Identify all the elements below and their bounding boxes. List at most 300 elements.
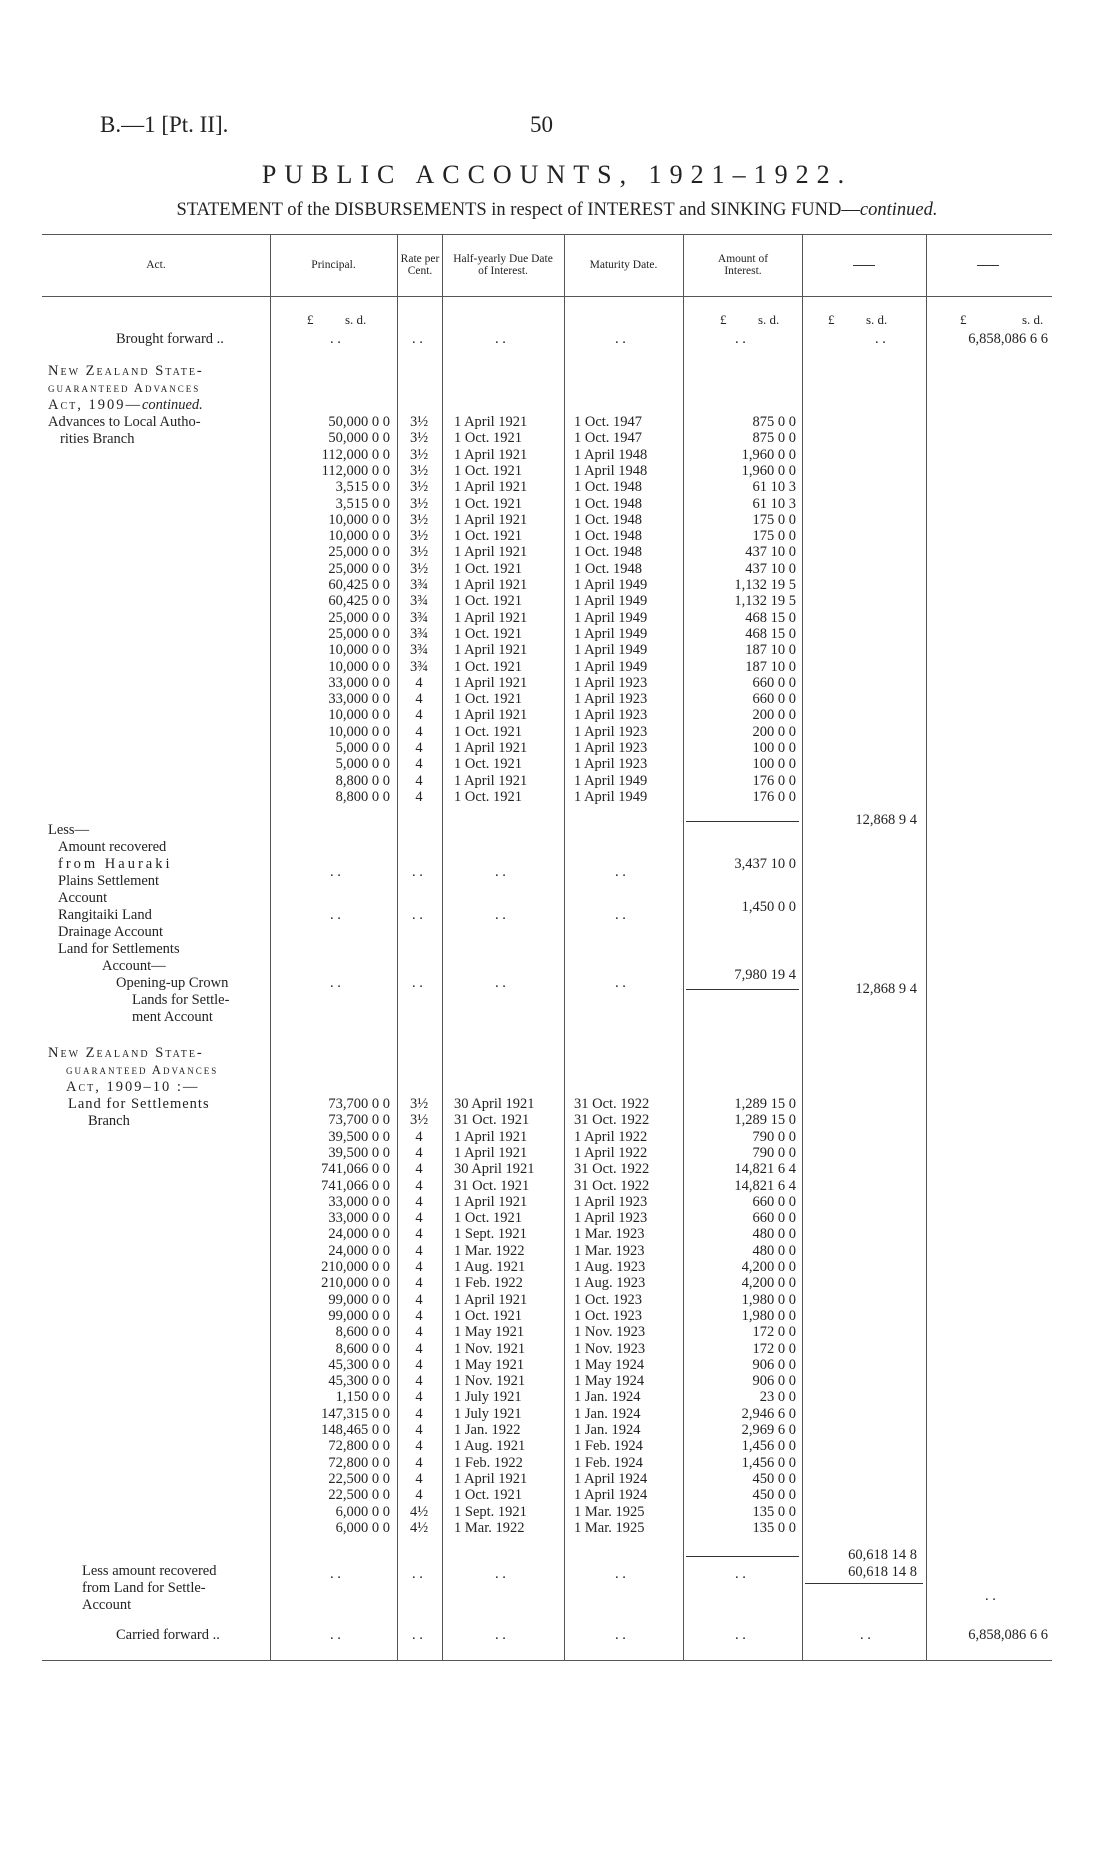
rate-cell: 4 bbox=[415, 1144, 423, 1161]
principal-cell: 10,000 0 0 bbox=[328, 658, 390, 675]
amount-cell: 1,980 0 0 bbox=[741, 1291, 796, 1308]
maturity-cell: 1 Oct. 1947 bbox=[574, 414, 643, 430]
rate-cell: 4 bbox=[415, 1226, 423, 1243]
section1-branch-line1: Advances to Local Autho- bbox=[48, 414, 201, 430]
maturity-cell: 1 April 1948 bbox=[574, 462, 648, 479]
carried-forward-amount: 6,858,086 6 6 bbox=[968, 1627, 1048, 1643]
less-recovered-amount: 60,618 14 8 bbox=[848, 1564, 917, 1580]
col7-sd-label: s. d. bbox=[866, 312, 888, 327]
deduction3-line1: Land for Settlements bbox=[58, 941, 180, 957]
amount-cell: 468 15 0 bbox=[745, 625, 796, 642]
rate-cell: 4 bbox=[415, 1161, 423, 1178]
rate-cell: 4 bbox=[415, 1340, 423, 1357]
due-date-cell: 1 Jan. 1922 bbox=[454, 1422, 521, 1438]
maturity-cell: 1 April 1923 bbox=[574, 1193, 648, 1210]
maturity-cell: 1 Jan. 1924 bbox=[574, 1422, 641, 1438]
due-date-cell: 1 April 1921 bbox=[454, 674, 528, 691]
principal-cell: 73,700 0 0 bbox=[328, 1112, 390, 1129]
amount-cell: 450 0 0 bbox=[752, 1487, 796, 1504]
filler-dots: . . bbox=[412, 1566, 423, 1582]
rate-cell: 3¾ bbox=[409, 609, 429, 626]
section1-act-year: Act, 1909— bbox=[48, 397, 142, 413]
maturity-cell: 1 Oct. 1923 bbox=[574, 1307, 643, 1324]
due-date-cell: 1 April 1921 bbox=[454, 1193, 528, 1210]
amount-cell: 906 0 0 bbox=[752, 1373, 796, 1390]
amount-cell: 14,821 6 4 bbox=[734, 1177, 796, 1194]
filler-dots: . . bbox=[615, 975, 626, 991]
rate-cell: 3½ bbox=[409, 544, 429, 561]
maturity-cell: 1 Nov. 1923 bbox=[574, 1340, 646, 1357]
principal-cell: 25,000 0 0 bbox=[328, 544, 390, 561]
rate-cell: 4 bbox=[415, 788, 423, 805]
due-date-cell: 1 April 1921 bbox=[454, 1128, 528, 1145]
col-rule-6 bbox=[802, 234, 803, 1660]
brought-forward-label: Brought forward .. bbox=[116, 331, 224, 347]
amount-cell: 172 0 0 bbox=[752, 1324, 796, 1341]
filler-dots: . . bbox=[330, 864, 341, 880]
filler-dots: . . bbox=[495, 864, 506, 880]
rate-cell: 4 bbox=[415, 674, 423, 691]
principal-cell: 6,000 0 0 bbox=[335, 1503, 390, 1520]
section2-subtotal: 60,618 14 8 bbox=[848, 1547, 917, 1563]
rate-cell: 4 bbox=[415, 707, 423, 724]
principal-cell: 210,000 0 0 bbox=[321, 1259, 390, 1275]
due-date-cell: 1 July 1921 bbox=[454, 1389, 522, 1406]
maturity-cell: 31 Oct. 1922 bbox=[574, 1177, 650, 1194]
rate-cell: 4 bbox=[415, 1128, 423, 1145]
due-date-cell: 1 Mar. 1922 bbox=[454, 1519, 525, 1536]
amount-cell: 437 10 0 bbox=[745, 544, 796, 561]
deduction2-amount: 1,450 0 0 bbox=[741, 899, 796, 915]
rate-cell: 4½ bbox=[409, 1503, 429, 1520]
amount-cell: 175 0 0 bbox=[752, 511, 796, 528]
rate-cell: 4 bbox=[415, 1193, 423, 1210]
amount-cell: 790 0 0 bbox=[752, 1128, 796, 1145]
principal-cell: 5,000 0 0 bbox=[335, 740, 390, 756]
rate-cell: 3¾ bbox=[409, 577, 429, 593]
rate-cell: 3¾ bbox=[409, 658, 429, 675]
col-header-amount: Amount of Interest. bbox=[717, 253, 769, 277]
due-date-cell: 1 April 1921 bbox=[454, 1291, 528, 1308]
amount-cell: 187 10 0 bbox=[745, 658, 796, 675]
maturity-cell: 1 Jan. 1924 bbox=[574, 1405, 641, 1422]
filler-dots: . . bbox=[412, 975, 423, 991]
principal-cell: 8,800 0 0 bbox=[335, 772, 390, 789]
less-recovered-line1: Less amount recovered bbox=[82, 1563, 217, 1579]
maturity-cell: 1 April 1949 bbox=[574, 788, 648, 805]
maturity-cell: 1 Aug. 1923 bbox=[574, 1259, 646, 1275]
due-date-cell: 1 Nov. 1921 bbox=[454, 1373, 526, 1390]
filler-dots: . . bbox=[735, 331, 746, 347]
principal-cell: 50,000 0 0 bbox=[328, 414, 390, 430]
filler-dots: . . bbox=[330, 1627, 341, 1643]
due-date-cell: 1 Oct. 1921 bbox=[454, 528, 523, 545]
principal-cell: 33,000 0 0 bbox=[328, 1210, 390, 1227]
amount-cell: 1,456 0 0 bbox=[741, 1438, 796, 1455]
maturity-cell: 31 Oct. 1922 bbox=[574, 1161, 650, 1178]
amount-cell: 1,960 0 0 bbox=[741, 446, 796, 463]
principal-cell: 60,425 0 0 bbox=[328, 593, 390, 610]
maturity-cell: 1 April 1923 bbox=[574, 674, 648, 691]
deduction3-line4: Lands for Settle- bbox=[132, 992, 230, 1008]
principal-cell: 25,000 0 0 bbox=[328, 625, 390, 642]
principal-cell: 45,300 0 0 bbox=[328, 1373, 390, 1390]
due-date-cell: 1 April 1921 bbox=[454, 740, 528, 756]
section2-branch-line2: Branch bbox=[88, 1113, 130, 1129]
maturity-cell: 1 Aug. 1923 bbox=[574, 1275, 646, 1292]
rate-cell: 4 bbox=[415, 1210, 423, 1227]
filler-dots: . . bbox=[330, 1566, 341, 1582]
due-date-cell: 1 Mar. 1922 bbox=[454, 1242, 525, 1259]
section1-heading-line3 bbox=[48, 397, 203, 414]
col-header-dash-2 bbox=[977, 265, 999, 266]
rate-cell: 3½ bbox=[409, 446, 429, 463]
less-recovered-rule bbox=[805, 1583, 923, 1584]
principal-cell: 5,000 0 0 bbox=[335, 756, 390, 773]
due-date-cell: 30 April 1921 bbox=[454, 1096, 535, 1112]
principal-cell: 10,000 0 0 bbox=[328, 511, 390, 528]
deduction2-line1: Rangitaiki Land bbox=[58, 907, 152, 923]
due-date-cell: 1 Oct. 1921 bbox=[454, 560, 523, 577]
amount-cell: 135 0 0 bbox=[752, 1519, 796, 1536]
maturity-cell: 1 Mar. 1923 bbox=[574, 1242, 645, 1259]
maturity-cell: 1 April 1949 bbox=[574, 577, 648, 593]
principal-cell: 33,000 0 0 bbox=[328, 691, 390, 708]
less-label: Less— bbox=[48, 822, 90, 838]
principal-cell: 112,000 0 0 bbox=[321, 462, 390, 479]
col7-pound-sign: £ bbox=[828, 312, 835, 327]
due-date-cell: 1 April 1921 bbox=[454, 707, 528, 724]
maturity-cell: 1 April 1949 bbox=[574, 658, 648, 675]
page-number: 50 bbox=[530, 112, 553, 137]
rate-cell: 4 bbox=[415, 756, 423, 773]
col-rule-7 bbox=[926, 234, 927, 1660]
principal-cell: 72,800 0 0 bbox=[328, 1454, 390, 1471]
rate-cell: 3½ bbox=[409, 430, 429, 447]
filler-dots: . . bbox=[330, 975, 341, 991]
rate-cell: 3½ bbox=[409, 495, 429, 512]
page-subtitle bbox=[0, 200, 1114, 221]
deduction2-line2: Drainage Account bbox=[58, 924, 164, 940]
due-date-cell: 1 April 1921 bbox=[454, 642, 528, 659]
maturity-cell: 1 Nov. 1923 bbox=[574, 1324, 646, 1341]
amount-cell: 176 0 0 bbox=[752, 772, 796, 789]
carried-forward-label: Carried forward .. bbox=[116, 1627, 220, 1643]
amount-cell: 4,200 0 0 bbox=[741, 1259, 796, 1275]
amount-cell: 1,960 0 0 bbox=[741, 462, 796, 479]
rate-cell: 4 bbox=[415, 1259, 423, 1275]
due-date-cell: 1 Oct. 1921 bbox=[454, 495, 523, 512]
amount-cell: 187 10 0 bbox=[745, 642, 796, 659]
brought-forward-amount: 6,858,086 6 6 bbox=[968, 331, 1048, 347]
maturity-cell: 1 Oct. 1947 bbox=[574, 430, 643, 447]
rate-cell: 4 bbox=[415, 740, 423, 756]
due-date-cell: 1 Sept. 1921 bbox=[454, 1503, 527, 1520]
maturity-cell: 1 Oct. 1948 bbox=[574, 511, 643, 528]
maturity-cell: 1 April 1922 bbox=[574, 1128, 648, 1145]
due-date-cell: 1 Aug. 1921 bbox=[454, 1259, 526, 1275]
col-rule-1 bbox=[270, 234, 271, 1660]
principal-cell: 24,000 0 0 bbox=[328, 1226, 390, 1243]
maturity-cell: 1 April 1924 bbox=[574, 1487, 648, 1504]
amount-cell: 135 0 0 bbox=[752, 1503, 796, 1520]
amount-sd-label: s. d. bbox=[758, 312, 780, 327]
deduction3-line5: ment Account bbox=[132, 1009, 213, 1025]
amount-cell: 23 0 0 bbox=[759, 1389, 796, 1406]
maturity-cell: 1 Mar. 1925 bbox=[574, 1519, 645, 1536]
principal-cell: 39,500 0 0 bbox=[328, 1128, 390, 1145]
principal-cell: 33,000 0 0 bbox=[328, 674, 390, 691]
filler-dots: . . bbox=[860, 1627, 871, 1643]
maturity-cell: 1 April 1923 bbox=[574, 707, 648, 724]
section2-heading-line2: guaranteed Advances bbox=[66, 1063, 219, 1077]
maturity-cell: 1 Oct. 1923 bbox=[574, 1291, 643, 1308]
col-rule-2 bbox=[397, 234, 398, 1660]
section2-branch-line1: Land for Settlements bbox=[68, 1096, 210, 1112]
due-date-cell: 1 April 1921 bbox=[454, 544, 528, 561]
less-total: 12,868 9 4 bbox=[855, 981, 917, 997]
section2-heading-line1: New Zealand State- bbox=[48, 1045, 204, 1061]
due-date-cell: 1 May 1921 bbox=[454, 1356, 525, 1373]
maturity-cell: 1 Oct. 1948 bbox=[574, 544, 643, 561]
amount-cell: 100 0 0 bbox=[752, 756, 796, 773]
maturity-cell: 1 April 1948 bbox=[574, 446, 648, 463]
amount-cell: 172 0 0 bbox=[752, 1340, 796, 1357]
principal-cell: 8,600 0 0 bbox=[335, 1324, 390, 1341]
amount-cell: 2,946 6 0 bbox=[741, 1405, 796, 1422]
due-date-cell: 1 Oct. 1921 bbox=[454, 1487, 523, 1504]
page-title: PUBLIC ACCOUNTS, 1921–1922. bbox=[261, 160, 853, 189]
principal-cell: 8,600 0 0 bbox=[335, 1340, 390, 1357]
due-date-cell: 1 Oct. 1921 bbox=[454, 462, 523, 479]
due-date-cell: 1 April 1921 bbox=[454, 414, 528, 430]
filler-dots: . . bbox=[412, 907, 423, 923]
amount-cell: 1,980 0 0 bbox=[741, 1307, 796, 1324]
principal-cell: 72,800 0 0 bbox=[328, 1438, 390, 1455]
principal-cell: 33,000 0 0 bbox=[328, 1193, 390, 1210]
filler-dots: . . bbox=[615, 907, 626, 923]
amount-cell: 1,289 15 0 bbox=[734, 1112, 796, 1129]
rate-cell: 4 bbox=[415, 1177, 423, 1194]
section1-heading-line2: guaranteed Advances bbox=[48, 381, 201, 395]
principal-cell: 10,000 0 0 bbox=[328, 707, 390, 724]
filler-dots: . . bbox=[615, 331, 626, 347]
due-date-cell: 1 April 1921 bbox=[454, 577, 528, 593]
due-date-cell: 1 Oct. 1921 bbox=[454, 1210, 523, 1227]
amount-cell: 660 0 0 bbox=[752, 1210, 796, 1227]
rate-cell: 3½ bbox=[409, 479, 429, 496]
col-rule-4 bbox=[564, 234, 565, 1660]
col-header-rate: Rate per Cent. bbox=[400, 253, 440, 277]
filler-dots: . . bbox=[615, 1627, 626, 1643]
due-date-cell: 1 Oct. 1921 bbox=[454, 430, 523, 447]
filler-dots: . . bbox=[735, 1566, 746, 1582]
rate-cell: 4 bbox=[415, 1373, 423, 1390]
section2-heading-line3: Act, 1909–10 :— bbox=[66, 1079, 200, 1095]
principal-cell: 10,000 0 0 bbox=[328, 528, 390, 545]
table-top-rule bbox=[42, 234, 1052, 235]
rate-cell: 4 bbox=[415, 723, 423, 740]
less-recovered-line3: Account bbox=[82, 1597, 132, 1613]
due-date-cell: 1 Oct. 1921 bbox=[454, 625, 523, 642]
maturity-cell: 1 Feb. 1924 bbox=[574, 1438, 643, 1455]
principal-cell: 22,500 0 0 bbox=[328, 1487, 390, 1504]
due-date-cell: 1 Feb. 1922 bbox=[454, 1454, 523, 1471]
maturity-cell: 1 April 1923 bbox=[574, 1210, 648, 1227]
due-date-cell: 1 Aug. 1921 bbox=[454, 1438, 526, 1455]
filler-dots: . . bbox=[330, 331, 341, 347]
amount-cell: 875 0 0 bbox=[752, 414, 796, 430]
filler-dots: . . bbox=[330, 907, 341, 923]
deduction1-line4: Account bbox=[58, 890, 108, 906]
due-date-cell: 1 April 1921 bbox=[454, 1470, 528, 1487]
amount-cell: 1,289 15 0 bbox=[734, 1096, 796, 1112]
amount-cell: 437 10 0 bbox=[745, 560, 796, 577]
amount-cell: 790 0 0 bbox=[752, 1144, 796, 1161]
document-code: B.—1 [Pt. II]. bbox=[100, 112, 229, 137]
col-rule-3 bbox=[442, 234, 443, 1660]
filler-dots: . . bbox=[615, 1566, 626, 1582]
due-date-cell: 31 Oct. 1921 bbox=[454, 1112, 530, 1129]
table-bottom-rule bbox=[42, 1660, 1052, 1661]
principal-cell: 25,000 0 0 bbox=[328, 609, 390, 626]
maturity-cell: 1 Jan. 1924 bbox=[574, 1389, 641, 1406]
rate-cell: 3½ bbox=[409, 414, 429, 430]
due-date-cell: 1 April 1921 bbox=[454, 772, 528, 789]
principal-cell: 45,300 0 0 bbox=[328, 1356, 390, 1373]
deduction1-line1: Amount recovered bbox=[58, 839, 167, 855]
section1-heading-line1: New Zealand State- bbox=[48, 363, 204, 379]
rate-cell: 4 bbox=[415, 1275, 423, 1292]
rate-cell: 3½ bbox=[409, 1096, 429, 1112]
maturity-cell: 1 Oct. 1948 bbox=[574, 495, 643, 512]
principal-cell: 112,000 0 0 bbox=[321, 446, 390, 463]
due-date-cell: 1 April 1921 bbox=[454, 1144, 528, 1161]
maturity-cell: 1 April 1923 bbox=[574, 723, 648, 740]
amount-pound-sign: £ bbox=[720, 312, 727, 327]
maturity-cell: 1 May 1924 bbox=[574, 1356, 645, 1373]
rate-cell: 4 bbox=[415, 1454, 423, 1471]
principal-cell: 50,000 0 0 bbox=[328, 430, 390, 447]
maturity-cell: 1 April 1949 bbox=[574, 642, 648, 659]
due-date-cell: 1 Oct. 1921 bbox=[454, 691, 523, 708]
filler-dots: . . bbox=[615, 864, 626, 880]
maturity-cell: 1 Oct. 1948 bbox=[574, 528, 643, 545]
deduction3-amount: 7,980 19 4 bbox=[734, 967, 796, 983]
rate-cell: 4 bbox=[415, 1389, 423, 1406]
amount-cell: 875 0 0 bbox=[752, 430, 796, 447]
amount-cell: 1,456 0 0 bbox=[741, 1454, 796, 1471]
maturity-cell: 1 Oct. 1948 bbox=[574, 560, 643, 577]
amount-cell: 61 10 3 bbox=[752, 479, 796, 496]
due-date-cell: 1 April 1921 bbox=[454, 446, 528, 463]
principal-cell: 39,500 0 0 bbox=[328, 1144, 390, 1161]
principal-cell: 8,800 0 0 bbox=[335, 788, 390, 805]
due-date-cell: 1 July 1921 bbox=[454, 1405, 522, 1422]
due-date-cell: 1 April 1921 bbox=[454, 609, 528, 626]
due-date-cell: 1 Feb. 1922 bbox=[454, 1275, 523, 1292]
principal-cell: 99,000 0 0 bbox=[328, 1307, 390, 1324]
maturity-cell: 1 April 1922 bbox=[574, 1144, 648, 1161]
filler-dots: . . bbox=[412, 1627, 423, 1643]
maturity-cell: 1 April 1949 bbox=[574, 593, 648, 610]
section1-continued: continued. bbox=[142, 397, 203, 413]
principal-cell: 148,465 0 0 bbox=[321, 1422, 390, 1438]
due-date-cell: 30 April 1921 bbox=[454, 1161, 535, 1178]
maturity-cell: 1 April 1949 bbox=[574, 609, 648, 626]
amount-cell: 4,200 0 0 bbox=[741, 1275, 796, 1292]
amount-cell: 200 0 0 bbox=[752, 707, 796, 724]
principal-sd-label: s. d. bbox=[345, 312, 367, 327]
amount-cell: 175 0 0 bbox=[752, 528, 796, 545]
rate-cell: 4 bbox=[415, 772, 423, 789]
col-header-maturity: Maturity Date. bbox=[589, 259, 658, 271]
deduction3-line2: Account— bbox=[102, 958, 166, 974]
rate-cell: 3½ bbox=[409, 1112, 429, 1129]
amount-cell: 100 0 0 bbox=[752, 740, 796, 756]
rate-cell: 4 bbox=[415, 691, 423, 708]
section2-rule bbox=[686, 1556, 799, 1557]
maturity-cell: 1 Mar. 1923 bbox=[574, 1226, 645, 1243]
principal-cell: 3,515 0 0 bbox=[335, 495, 390, 512]
maturity-cell: 1 Mar. 1925 bbox=[574, 1503, 645, 1520]
col-header-dash-1 bbox=[853, 265, 875, 266]
col8-sd-label: s. d. bbox=[1022, 312, 1044, 327]
maturity-cell: 1 April 1949 bbox=[574, 772, 648, 789]
filler-dots: . . bbox=[875, 331, 886, 347]
filler-dots: . . bbox=[495, 1566, 506, 1582]
maturity-cell: 31 Oct. 1922 bbox=[574, 1096, 650, 1112]
section1-rule bbox=[686, 821, 799, 822]
principal-cell: 60,425 0 0 bbox=[328, 577, 390, 593]
principal-pound-sign: £ bbox=[307, 312, 314, 327]
rate-cell: 3½ bbox=[409, 560, 429, 577]
amount-cell: 480 0 0 bbox=[752, 1226, 796, 1243]
filler-dots: . . bbox=[495, 907, 506, 923]
rate-cell: 4 bbox=[415, 1405, 423, 1422]
principal-cell: 22,500 0 0 bbox=[328, 1470, 390, 1487]
amount-cell: 200 0 0 bbox=[752, 723, 796, 740]
due-date-cell: 1 April 1921 bbox=[454, 511, 528, 528]
amount-cell: 660 0 0 bbox=[752, 674, 796, 691]
principal-cell: 10,000 0 0 bbox=[328, 723, 390, 740]
rate-cell: 4 bbox=[415, 1356, 423, 1373]
due-date-cell: 1 Nov. 1921 bbox=[454, 1340, 526, 1357]
filler-dots: . . bbox=[495, 975, 506, 991]
maturity-cell: 1 April 1924 bbox=[574, 1470, 648, 1487]
principal-cell: 210,000 0 0 bbox=[321, 1275, 390, 1292]
rate-cell: 3¾ bbox=[409, 642, 429, 659]
filler-dots: . . bbox=[985, 1588, 996, 1604]
amount-cell: 660 0 0 bbox=[752, 691, 796, 708]
filler-dots: . . bbox=[412, 864, 423, 880]
subtitle-continued: continued. bbox=[859, 200, 938, 220]
rate-cell: 4½ bbox=[409, 1519, 429, 1536]
principal-cell: 24,000 0 0 bbox=[328, 1242, 390, 1259]
col8-pound-sign: £ bbox=[960, 312, 967, 327]
rate-cell: 4 bbox=[415, 1307, 423, 1324]
due-date-cell: 1 Oct. 1921 bbox=[454, 1307, 523, 1324]
maturity-cell: 1 April 1923 bbox=[574, 756, 648, 773]
principal-cell: 6,000 0 0 bbox=[335, 1519, 390, 1536]
amount-cell: 2,969 6 0 bbox=[741, 1422, 796, 1438]
maturity-cell: 1 Oct. 1948 bbox=[574, 479, 643, 496]
maturity-cell: 1 May 1924 bbox=[574, 1373, 645, 1390]
due-date-cell: 31 Oct. 1921 bbox=[454, 1177, 530, 1194]
col-header-act: Act. bbox=[146, 259, 166, 271]
deduction3-line3: Opening-up Crown bbox=[116, 975, 229, 991]
principal-cell: 147,315 0 0 bbox=[321, 1405, 390, 1422]
